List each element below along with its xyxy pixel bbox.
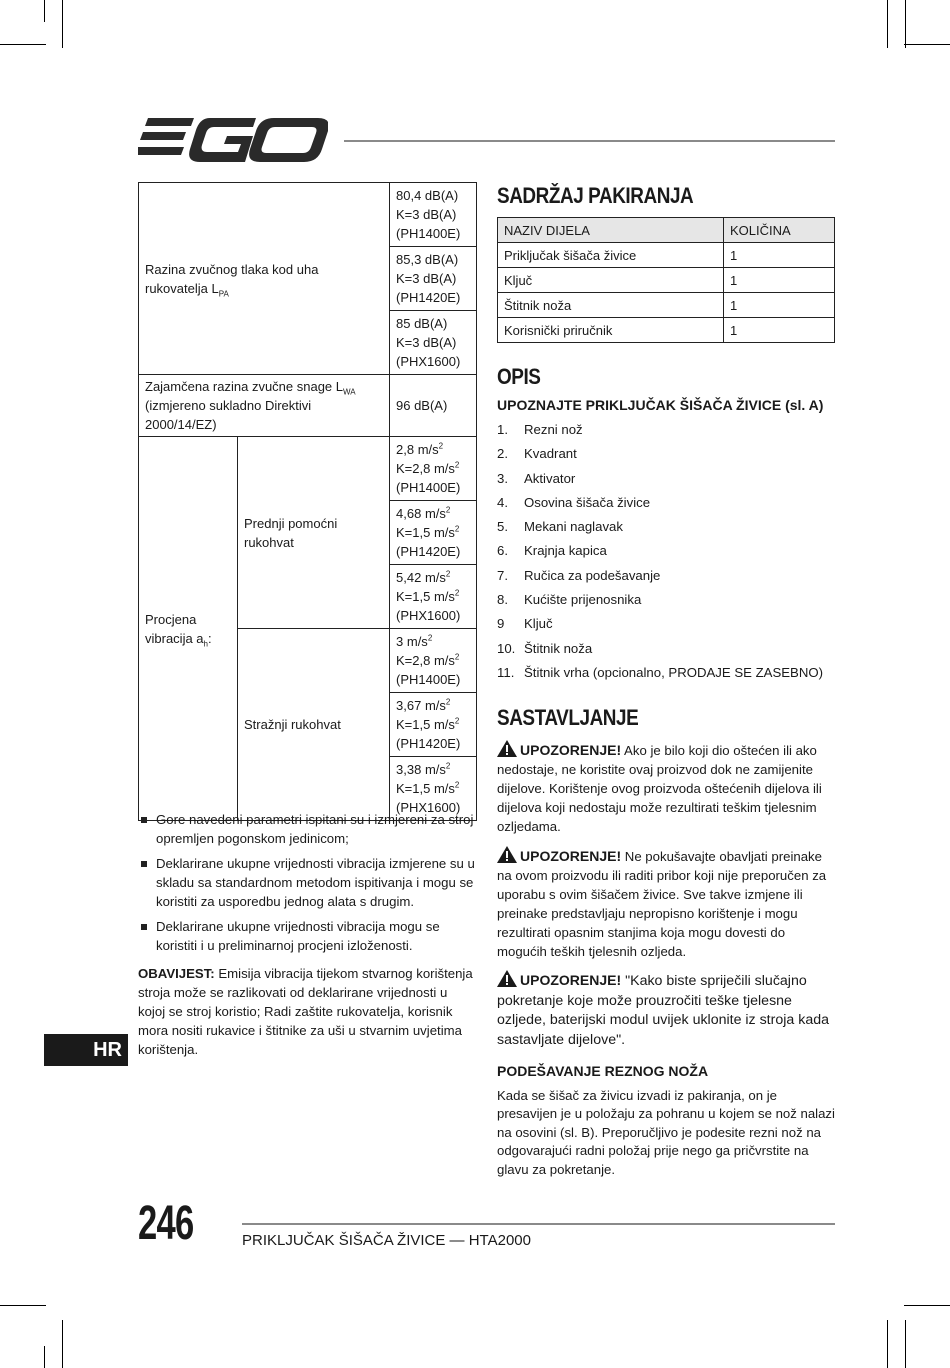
- list-item: 3. Aktivator: [497, 470, 576, 486]
- vibration-label: Procjena vibracija $a_h$:: [139, 437, 238, 821]
- crop-mark: [905, 1320, 906, 1368]
- warning-3: UPOZORENJE! "Kako biste spriječili slučajno pokretanje koje može prouzročiti teške tjelesne ozljede, baterijski modul uvijek uklonite iz stroja kada sastavljate dijelove".: [497, 972, 829, 1048]
- rear-vibration-value-1: 3 $m/s^2$ K=2,8 $m/s^2$ (PH1400E): [390, 629, 477, 693]
- sound-pressure-value-3: 85 dB(A) K=3 dB(A) (PHX1600): [390, 311, 477, 375]
- sound-power-value: 96 dB(A): [390, 375, 477, 437]
- footer-rule: [242, 1223, 835, 1225]
- crop-mark: [887, 1320, 888, 1368]
- list-item: 9 Ključ: [497, 616, 553, 632]
- description-heading: OPIS: [497, 364, 541, 389]
- crop-mark: [887, 0, 888, 48]
- parts-list: [497, 420, 837, 687]
- crop-mark: [904, 44, 950, 45]
- sound-pressure-label: Razina zvučnog tlaka kod uha rukovatelja $L_{PA}$: [139, 183, 390, 375]
- table-row: Ključ 1: [498, 268, 835, 293]
- warning-icon: [497, 740, 517, 757]
- column-header-name: NAZIV DIJELA: [498, 218, 724, 243]
- list-item: 4. Osovina šišača živice: [497, 494, 651, 510]
- warning-1: UPOZORENJE! Ako je bilo koji dio oštećen ili ako nedostaje, ne koristite ovaj proizvod dok ne zamijenite dijelove. Korištenje ovog proizvoda oštećenih dijelova ili dijelova koji nedostaju može rezultirati teškim tjelesnim ozljedama.: [497, 742, 822, 834]
- sound-pressure-value-2: 85,3 dB(A) K=3 dB(A) (PH1420E): [390, 247, 477, 311]
- list-item: 10. Štitnik noža: [497, 640, 593, 656]
- table-row: Štitnik noža 1: [498, 293, 835, 318]
- crop-mark: [0, 1305, 46, 1306]
- logo-text: EGO: [138, 118, 141, 119]
- list-item: Deklarirane ukupne vrijednosti vibracija izmjerene su u skladu sa standardnom metodom ispitivanja i mogu se koristiti za usporedbu jednog alata s drugim.: [138, 854, 478, 911]
- warning-icon: [497, 846, 517, 863]
- assembly-heading: SASTAVLJANJE: [497, 705, 639, 730]
- list-item: 2. Kvadrant: [497, 446, 577, 462]
- warning-icon: [497, 970, 517, 987]
- table-row: Korisnički priručnik 1: [498, 318, 835, 343]
- header-rule: [344, 140, 835, 142]
- packing-table: [497, 217, 835, 343]
- table-row: Priključak šišača živice 1: [498, 243, 835, 268]
- square-bullet-icon: [141, 861, 147, 867]
- crop-mark: [62, 1320, 63, 1368]
- ego-logo: [138, 118, 328, 162]
- crop-mark: [905, 0, 906, 48]
- vibration-notice: OBAVIJEST: Emisija vibracija tijekom stvarnog korištenja stroja može se razlikovati od deklarirane vrijednosti u kojoj se stroj koristio; Radi zaštite rukovatelja, korisnik mora nositi rukavice i štitnike za uši u stvarnim uvjetima korištenja.: [138, 966, 473, 1057]
- list-item: 8. Kućište prijenosnika: [497, 592, 642, 608]
- blade-adjust-text: Kada se šišač za živicu izvadi iz pakiranja, on je presavijen je u položaju za pohranu u kojem se nož nalazi na osovini (sl. B). Preporučljivo je podesite rezni nož na odgovarajući radni položaj prije nego ga pričvrstite na glavu za pokretanje.: [497, 1088, 835, 1177]
- sound-power-label: Zajamčena razina zvučne snage $L_{WA}$ (izmjereno sukladno Direktivi 2000/14/EZ): [139, 375, 390, 437]
- spec-notes-list: [138, 810, 478, 961]
- front-vibration-value-2: 4,68 $m/s^2$ K=1,5 $m/s^2$ (PH1420E): [390, 501, 477, 565]
- square-bullet-icon: [141, 817, 147, 823]
- description-subheading: UPOZNAJTE PRIKLJUČAK ŠIŠAČA ŽIVICE (sl. A): [497, 397, 824, 413]
- front-handle-label: Prednji pomoćni rukohvat: [238, 437, 390, 629]
- crop-mark: [904, 1305, 950, 1306]
- blade-adjust-heading: PODEŠAVANJE REZNOG NOŽA: [497, 1063, 709, 1079]
- crop-mark: [44, 0, 45, 22]
- notice-label: OBAVIJEST:: [138, 966, 215, 981]
- page-number: 246: [138, 1197, 194, 1250]
- crop-mark: [0, 44, 46, 45]
- rear-handle-label: Stražnji rukohvat: [238, 629, 390, 821]
- front-vibration-value-3: 5,42 $m/s^2$ K=1,5 $m/s^2$ (PHX1600): [390, 565, 477, 629]
- list-item: 1. Rezni nož: [497, 422, 583, 437]
- list-item: 5. Mekani naglavak: [497, 519, 623, 535]
- list-item: Gore navedeni parametri ispitani su i izmjereni za stroj opremljen pogonskom jedinicom;: [138, 810, 478, 848]
- crop-mark: [62, 0, 63, 48]
- rear-vibration-value-3: 3,38 $m/s^2$ K=1,5 $m/s^2$ (PHX1600): [390, 757, 477, 821]
- list-item: 7. Ručica za podešavanje: [497, 567, 661, 583]
- crop-mark: [44, 1346, 45, 1368]
- warning-2: UPOZORENJE! Ne pokušavajte obavljati preinake na ovom proizvodu ili raditi pribor koji nije preporučen za uporabu s ovim šišačem živice. Sve takve izmjene ili preinake predstavljaju nepropisno korištenje i mogu rezultirati opasnim stanjima koja mogu dovesti do mogućih teških tjelesnih ozljeda.: [497, 848, 827, 959]
- footer-title: PRIKLJUČAK ŠIŠAČA ŽIVICE — HTA2000: [242, 1232, 531, 1249]
- front-vibration-value-1: 2,8 $m/s^2$ K=2,8 $m/s^2$ (PH1400E): [390, 437, 477, 501]
- specification-table: [138, 182, 477, 821]
- list-item: 11. Štitnik vrha (opcionalno, PRODAJE SE ZASEBNO): [497, 664, 824, 680]
- column-header-qty: KOLIČINA: [724, 218, 835, 243]
- rear-vibration-value-2: 3,67 $m/s^2$ K=1,5 $m/s^2$ (PH1420E): [390, 693, 477, 757]
- square-bullet-icon: [141, 924, 147, 930]
- list-item: 6. Krajnja kapica: [497, 543, 607, 559]
- packing-heading: SADRŽAJ PAKIRANJA: [497, 183, 694, 208]
- language-tab: HR: [44, 1034, 128, 1066]
- list-item: Deklarirane ukupne vrijednosti vibracija mogu se koristiti i u preliminarnoj procjeni izloženosti.: [138, 917, 478, 955]
- sound-pressure-value-1: 80,4 dB(A) K=3 dB(A) (PH1400E): [390, 183, 477, 247]
